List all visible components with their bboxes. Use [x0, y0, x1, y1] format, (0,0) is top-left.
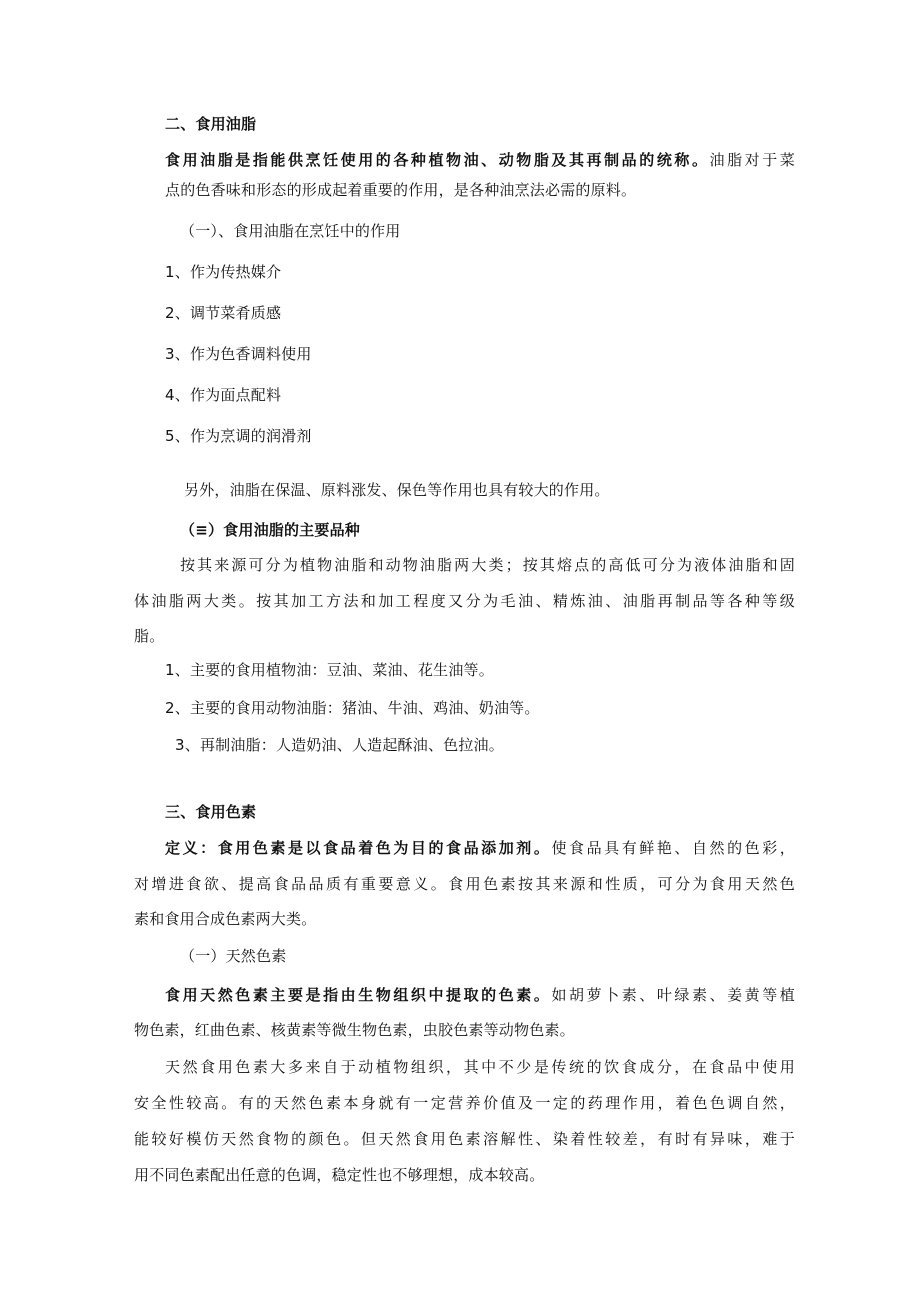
role-item: 5、作为烹调的润滑剂	[165, 427, 312, 445]
oil-kind-item: 2、主要的食用动物油脂：猪油、牛油、鸡油、奶油等。	[165, 699, 540, 717]
coloring-definition-rest: 使食品具有鲜艳、自然的色彩，	[551, 839, 795, 857]
coloring-definition-line-2: 对增进食欲、提高食品品质有重要意义。食用色素按其来源和性质，可分为食用天然色	[134, 875, 795, 893]
oils-intro-line-2: 点的色香味和形态的形成起着重要的作用，是各种油烹法必需的原料。	[165, 181, 637, 199]
natural-paragraph-line-2: 安全性较高。有的天然色素本身就有一定营养价值及一定的药理作用，着色色调自然，	[134, 1094, 795, 1112]
oils-classification-line-1: 按其来源可分为植物油脂和动物油脂两大类；按其熔点的高低可分为液体油脂和固	[180, 556, 795, 574]
oils-intro-rest: 油脂对于菜	[709, 151, 795, 169]
coloring-definition-bold: 定义：食用色素是以食品着色为目的食品添加剂。	[165, 839, 552, 857]
role-item: 1、作为传热媒介	[165, 263, 282, 281]
role-item: 2、调节菜肴质感	[165, 304, 282, 322]
natural-pigments-line-2: 物色素，红曲色素、核黄素等微生物色素，虫胶色素等动物色素。	[134, 1021, 575, 1039]
oils-classification-line-3: 脂。	[134, 627, 165, 645]
natural-pigments-line-1	[165, 985, 795, 1005]
natural-paragraph-line-4: 用不同色素配出任意的色调，稳定性也不够理想，成本较高。	[134, 1166, 545, 1184]
natural-paragraph-line-3: 能较好模仿天然食物的颜色。但天然食用色素溶解性、染着性较差，有时有异味，难于	[134, 1130, 795, 1148]
section-heading-edible-oils: 二、食用油脂	[165, 115, 257, 133]
role-item: 3、作为色香调料使用	[165, 345, 312, 363]
oils-intro-line-1	[165, 150, 795, 170]
oil-kind-item: 3、再制油脂：人造奶油、人造起酥油、色拉油。	[175, 736, 504, 754]
oils-other-roles: 另外，油脂在保温、原料涨发、保色等作用也具有较大的作用。	[184, 481, 610, 499]
oils-roles-subheading: （一）、食用油脂在烹饪中的作用	[180, 222, 401, 240]
coloring-definition-line-1	[165, 838, 795, 858]
oils-varieties-subheading: （≡）食用油脂的主要品种	[180, 521, 360, 539]
role-item: 4、作为面点配料	[165, 386, 282, 404]
natural-paragraph-line-1: 天然食用色素大多来自于动植物组织，其中不少是传统的饮食成分，在食品中使用	[165, 1058, 795, 1076]
section-heading-food-coloring: 三、食用色素	[165, 803, 257, 821]
natural-pigments-bold: 食用天然色素主要是指由生物组织中提取的色素。	[165, 986, 552, 1004]
coloring-definition-line-3: 素和食用合成色素两大类。	[134, 910, 317, 928]
natural-pigments-rest: 如胡萝卜素、叶绿素、姜黄等植	[551, 986, 795, 1004]
oils-definition-bold: 食用油脂是指能供烹饪使用的各种植物油、动物脂及其再制品的统称。	[165, 151, 710, 169]
oils-classification-line-2: 体油脂两大类。按其加工方法和加工程度又分为毛油、精炼油、油脂再制品等各种等级	[134, 592, 795, 610]
natural-pigments-subheading: （一）天然色素	[180, 947, 287, 965]
oil-kind-item: 1、主要的食用植物油：豆油、菜油、花生油等。	[165, 661, 494, 679]
